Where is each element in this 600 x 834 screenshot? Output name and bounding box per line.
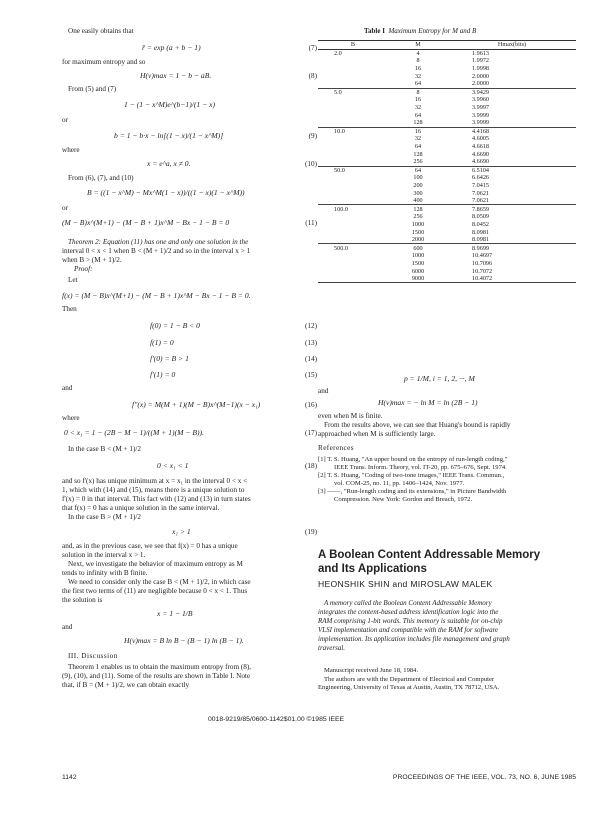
paragraph-line: the solution is [62, 596, 103, 604]
table-cell-m: 64 [414, 80, 422, 88]
equation-17: 0 < x₁ = 1 − (2B − M − 1)/((M + 1)(M − B)). [64, 428, 204, 437]
table-cell-m: 1000 [411, 252, 425, 260]
table-cell-b: 100.0 [334, 205, 348, 213]
affiliation-line: Engineering, University of Texas at Austin, Austin, TX 78712, USA. [318, 684, 500, 691]
table-cell-m: 2000 [411, 236, 425, 244]
equation-p: p = 1/M, i = 1, 2, ···, M [404, 374, 475, 383]
table-caption [364, 27, 476, 36]
equation-number: (14) [305, 355, 317, 363]
equation-12: f(0) = 1 − B < 0 [150, 321, 200, 330]
paragraph-line: f'(x) = 0 in that interval. This fact with (12) and (13) in turn states [62, 495, 251, 503]
reference-line: vol. COM-25, no. 11, pp. 1406–1424, Nov. 1977. [334, 480, 465, 487]
table-cell-m: 64 [414, 166, 422, 174]
table-row [318, 80, 576, 88]
equation-15: f'(1) = 0 [150, 370, 176, 379]
table-cell-m: 9000 [411, 275, 425, 283]
table-cell-hmax: 4.6005 [472, 135, 490, 143]
theorem-text: Theorem 2: Equation (11) has one and only one solution in the [68, 238, 249, 246]
table-row [318, 189, 576, 197]
table-row [318, 65, 576, 73]
table-cell-b [318, 143, 388, 151]
table-cell-b: 50.0 [334, 166, 345, 174]
equation-14: f'(0) = B > 1 [150, 354, 189, 363]
table-cell-hmax: 1.9998 [472, 65, 490, 73]
table-cell-b: 2.0 [334, 49, 342, 57]
table-cell-hmax: 2.0000 [472, 72, 490, 80]
table-cell-m: 4 [416, 49, 420, 57]
table-cell-b [318, 104, 388, 112]
table-cell-hmax: 3.9997 [472, 104, 490, 112]
paragraph-line: 1, which with (14) and (15), means there is a unique solution to [62, 486, 245, 494]
table-cell-b [318, 236, 388, 244]
equation-11: (M − B)x^(M+1) − (M − B + 1)x^M − Bx − 1 − B = 0 [62, 218, 230, 227]
text-line: In the case B > (M + 1)/2 [68, 513, 141, 521]
table-cell-hmax: 3.9960 [472, 96, 490, 104]
paragraph-line: that, if B = (M + 1)/2, we can obtain exactly [62, 681, 190, 689]
article-title-line-2: and Its Applications [318, 563, 427, 575]
table-cell-m: 128 [413, 150, 423, 158]
text-line: for maximum entropy and so [62, 58, 146, 66]
table-cell-hmax: 4.6690 [472, 158, 490, 166]
table-header-b: B [350, 41, 356, 49]
table-caption-label: Table I [364, 27, 385, 35]
table-row [318, 111, 576, 119]
table-cell-m: 1500 [411, 228, 425, 236]
table-row [318, 96, 576, 104]
text-line: From (6), (7), and (10) [68, 174, 134, 182]
page-number: 1142 [62, 774, 77, 781]
abstract-line: A memory called the Boolean Content Addressable Memory [324, 599, 492, 607]
table-cell-m: 64 [414, 111, 422, 119]
entropy-table [318, 40, 576, 283]
paragraph-line: We need to consider only the case B < (M + 1)/2, in which case [68, 578, 251, 586]
table-row [318, 236, 576, 244]
table-cell-m: 300 [413, 189, 423, 197]
table-cell-hmax: 1.9613 [472, 49, 490, 57]
table-cell-hmax: 10.4072 [472, 275, 493, 283]
table-cell-m: 8 [416, 57, 420, 65]
table-row [318, 275, 576, 283]
table-cell-hmax: 10.7072 [472, 267, 493, 275]
table-cell-b [318, 111, 388, 119]
table-cell-b [318, 228, 388, 236]
equation-number: (8) [308, 72, 317, 80]
table-row [318, 135, 576, 143]
table-row [318, 57, 576, 65]
affiliation-line: The authors are with the Department of Electrical and Computer [324, 676, 495, 683]
equation-number: (10) [305, 160, 317, 168]
table-cell-b [318, 158, 388, 166]
table-cell-b [318, 119, 388, 127]
table-cell-m: 64 [414, 143, 422, 151]
equation-9a: 1 − (1 − x^M)e^(b−1)/(1 − x) [124, 100, 215, 109]
paragraph-line: the first two terms of (11) are negligible because 0 < x < 1. Thus [62, 587, 248, 595]
table-cell-b [318, 213, 388, 221]
theorem-text: interval 0 < x < 1 when B < (M + 1)/2 and so in the interval x > 1 [62, 247, 251, 255]
text-line: or [62, 204, 68, 212]
table-cell-m: 128 [413, 205, 423, 213]
table-cell-b [318, 275, 388, 283]
table-cell-hmax: 8.0981 [472, 236, 490, 244]
table-row [318, 221, 576, 229]
section-heading: III. Discussion [68, 652, 118, 660]
table-cell-b [318, 150, 388, 158]
reference-line: [2] T. S. Huang, "Coding of two-tone images," IEEE Trans. Commun., [318, 472, 505, 479]
paragraph-line: solution in the interval x > 1. [62, 551, 146, 559]
equation-13: f(1) = 0 [150, 338, 174, 347]
equation-19: x₁ > 1 [172, 527, 191, 536]
equation-8: H(ν)max = 1 − b − aB. [140, 71, 212, 80]
table-row [318, 88, 576, 96]
table-cell-b [318, 260, 388, 268]
equation-number: (7) [308, 44, 317, 52]
reference-line: [1] T. S. Huang, "An upper bound on the entropy of run-length coding," [318, 456, 508, 463]
table-cell-hmax: 7.8659 [472, 205, 490, 213]
table-cell-hmax: 8.9699 [472, 244, 490, 252]
table-cell-hmax: 8.0452 [472, 220, 490, 228]
text-line: or [62, 116, 68, 124]
table-cell-hmax: 7.0415 [472, 181, 490, 189]
abstract-line: traversal. [318, 644, 346, 652]
table-cell-m: 32 [414, 135, 422, 143]
table-header-hmax: Hmax(bits) [497, 41, 527, 49]
table-cell-m: 100 [413, 174, 423, 182]
abstract-line: implementation. Its application includes file management and graph [318, 635, 510, 643]
table-cell-b [318, 267, 388, 275]
paragraph-line: Theorem 1 enables us to obtain the maximum entropy from (8), [68, 663, 252, 671]
text-line: where [62, 146, 80, 154]
text-line: and [62, 384, 73, 392]
table-cell-b [318, 65, 388, 73]
text-line: One easily obtains that [68, 27, 134, 35]
table-cell-m: 6000 [411, 267, 425, 275]
table-row [318, 127, 576, 135]
table-cell-hmax: 1.9972 [472, 57, 490, 65]
paragraph-line: (9), (10), and (11). Some of the results are shown in Table I. Note [62, 672, 251, 680]
equation-10: x = e^a, x ≠ 0. [147, 159, 191, 168]
paragraph-line: and, as in the previous case, we see that f(x) = 0 has a unique [62, 542, 238, 550]
table-caption-text: Maximum Entropy for M and B [388, 27, 477, 35]
equation-9: b = 1 − b·x − ln[(1 − x)/(1 − x^M)] [114, 131, 224, 140]
abstract-line: RAM comprising 1-bit words. This memory is suitable for on-chip [318, 617, 503, 625]
table-cell-m: 1000 [411, 220, 425, 228]
table-row [318, 72, 576, 80]
equation-number: (9) [308, 132, 317, 140]
equation-number: (17) [305, 429, 317, 437]
text-line: where [62, 414, 80, 422]
equation-number: (12) [305, 322, 317, 330]
table-cell-m: 1500 [411, 259, 425, 267]
table-cell-m: 400 [413, 197, 423, 205]
table-cell-hmax: 8.0509 [472, 213, 490, 221]
table-cell-b [318, 72, 388, 80]
reference-line: IEEE Trans. Inform. Theory, vol. IT-20, pp. 675–676, Sept. 1974. [334, 464, 507, 471]
table-cell-m: 16 [414, 65, 422, 73]
table-row [318, 267, 576, 275]
table-row [318, 158, 576, 166]
table-cell-hmax: 8.0981 [472, 228, 490, 236]
table-cell-b [318, 197, 388, 205]
proof-label: Proof: [74, 265, 93, 273]
table-cell-b [318, 252, 388, 260]
table-row [318, 213, 576, 221]
table-row [318, 166, 576, 174]
table-cell-hmax: 7.0621 [472, 189, 490, 197]
table-cell-b [318, 174, 388, 182]
table-cell-hmax: 10.4697 [472, 252, 493, 260]
table-cell-hmax: 6.5104 [472, 166, 490, 174]
table-row [318, 49, 576, 57]
paragraph-line: approached when M is sufficiently large. [318, 430, 436, 438]
text-line: In the case B < (M + 1)/2 [68, 445, 141, 453]
abstract-line: VLSI implementation and compatible with the RAM for software [318, 626, 499, 634]
table-cell-m: 16 [414, 127, 422, 135]
table-cell-m: 256 [413, 158, 423, 166]
table-cell-b [318, 189, 388, 197]
table-row [318, 150, 576, 158]
table-body [318, 49, 576, 283]
equation-f: f(x) = (M − B)x^(M+1) − (M − B + 1)x^M − Bx − 1 − B = 0. [62, 291, 251, 300]
equation-number: (11) [305, 219, 317, 227]
table-cell-b [318, 221, 388, 229]
equation-number: (15) [305, 371, 317, 379]
reference-line: Compression. New York: Gordon and Breach, 1972. [334, 496, 473, 503]
journal-footer: PROCEEDINGS OF THE IEEE, VOL. 73, NO. 6, JUNE 1985 [392, 774, 576, 781]
text-line: Then [62, 305, 77, 313]
equation-21: H(ν)max = B ln B − (B − 1) ln (B − 1). [124, 636, 244, 645]
paragraph-line: that f(x) = 0 has a unique solution in the same interval. [62, 504, 220, 512]
paragraph-line: and so f'(x) has unique minimum at x = x₁ in the interval 0 < x < [62, 477, 248, 485]
table-cell-hmax: 3.9999 [472, 111, 490, 119]
table-cell-m: 32 [414, 72, 422, 80]
reference-line: [3] ——, "Run-length coding and its extensions," in Picture Bandwidth [318, 488, 507, 495]
table-cell-m: 8 [416, 88, 420, 96]
table-cell-b: 10.0 [334, 127, 345, 135]
text-line: and [62, 623, 73, 631]
entropy-table-grid [318, 40, 576, 283]
table-cell-m: 200 [413, 181, 423, 189]
text-line: From (5) and (7) [68, 85, 117, 93]
theorem-text: when B > (M + 1)/2. [62, 256, 122, 264]
equation-number: (13) [305, 339, 317, 347]
table-cell-b: 500.0 [334, 244, 348, 252]
table-row [318, 260, 576, 268]
text-line: and [318, 387, 329, 395]
equation-number: (19) [305, 528, 317, 536]
table-cell-hmax: 3.9429 [472, 88, 490, 96]
references-heading: References [318, 444, 354, 452]
table-header-m: M [415, 41, 421, 49]
table-cell-m: 16 [414, 96, 422, 104]
text-line: Let [68, 276, 78, 284]
equation-hmax: H(ν)max = − ln M = ln (2B − 1) [378, 398, 478, 407]
table-cell-hmax: 6.6426 [472, 174, 490, 182]
table-cell-hmax: 10.7096 [472, 259, 493, 267]
table-cell-hmax: 7.0621 [472, 197, 490, 205]
manuscript-note: Manuscript received June 18, 1984. [324, 667, 419, 674]
table-cell-hmax: 4.6690 [472, 150, 490, 158]
table-cell-b [318, 96, 388, 104]
table-cell-hmax: 4.4168 [472, 127, 490, 135]
equation-20: x = 1 − 1/B [157, 609, 193, 618]
table-cell-hmax: 2.0000 [472, 80, 490, 88]
table-cell-m: 600 [413, 244, 423, 252]
article-authors: HEONSHIK SHIN and MIROSLAW MALEK [318, 579, 493, 589]
equation-number: (16) [305, 401, 317, 409]
copyright-code: 0018-9219/85/0600-1142$01.00 ©1985 IEEE [208, 716, 345, 723]
table-row [318, 143, 576, 151]
table-cell-m: 128 [413, 119, 423, 127]
table-cell-m: 32 [414, 104, 422, 112]
table-row [318, 197, 576, 205]
table-row [318, 104, 576, 112]
table-row [318, 205, 576, 213]
table-row [318, 174, 576, 182]
table-cell-hmax: 3.9999 [472, 119, 490, 127]
equation-11a: B = ((1 − x^M) − Mx^M(1 − x))/((1 − x)(1 − x^M)) [87, 188, 245, 197]
table-cell-b [318, 80, 388, 88]
table-row [318, 244, 576, 252]
table-cell-b: 5.0 [334, 88, 342, 96]
table-cell-b [318, 182, 388, 190]
table-cell-hmax: 4.6618 [472, 143, 490, 151]
table-row [318, 228, 576, 236]
abstract-line: integrates the content-based address identification logic into the [318, 608, 499, 616]
table-cell-b [318, 135, 388, 143]
equation-number: (18) [305, 462, 317, 470]
equation-7: r̂ = exp (a + b − 1) [142, 43, 201, 52]
table-cell-b [318, 57, 388, 65]
paragraph-line: From the results above, we can see that Huang's bound is rapidly [324, 421, 511, 429]
equation-16: f''(x) = M(M + 1)(M − B)x^(M−1)(x − x₁) [132, 400, 261, 409]
article-title-line-1: A Boolean Content Addressable Memory [318, 549, 541, 561]
paragraph-line: Next, we investigate the behavior of maximum entropy as M [68, 560, 243, 568]
paragraph-line: even when M is finite. [318, 412, 383, 420]
table-row [318, 252, 576, 260]
table-cell-m: 256 [413, 213, 423, 221]
table-row [318, 119, 576, 127]
paragraph-line: tends to infinity with B finite. [62, 569, 148, 577]
equation-18: 0 < x₁ < 1 [157, 461, 189, 470]
table-row [318, 182, 576, 190]
